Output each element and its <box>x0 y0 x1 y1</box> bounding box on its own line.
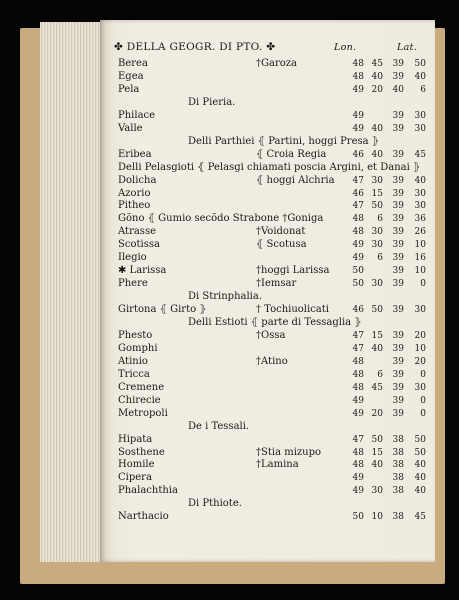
modern-name: ⦃ Croia Regia <box>256 148 327 160</box>
place-name: Scotissa <box>118 239 160 251</box>
longitude-value: 48 <box>352 59 364 69</box>
place-name: Hipata <box>118 433 153 445</box>
longitude-value: 50 <box>352 512 364 523</box>
latitude-value: 39 <box>392 343 404 354</box>
latitude-value: 16 <box>414 253 426 264</box>
longitude-value: 6 <box>377 253 383 264</box>
modern-name: †Ossa <box>256 329 286 341</box>
modern-name: † Tochiuolicati <box>256 304 329 316</box>
latitude-value: 40 <box>414 486 426 497</box>
latitude-value: 39 <box>392 408 404 419</box>
longitude-value: 15 <box>371 188 383 199</box>
latitude-value: 0 <box>420 369 426 380</box>
latitude-value: 40 <box>414 460 426 471</box>
table-row <box>0 471 459 485</box>
section-heading <box>0 420 459 434</box>
longitude-value: 49 <box>352 240 364 251</box>
latitude-value: 39 <box>392 59 404 69</box>
place-name: Phalachthia <box>118 485 178 497</box>
place-name: Phesto <box>118 329 153 341</box>
place-name: Metropoli <box>118 407 168 419</box>
place-name: Tricca <box>118 368 150 380</box>
table-row <box>0 83 459 97</box>
longitude-value: 48 <box>352 71 364 82</box>
latitude-value: 39 <box>392 149 404 160</box>
latitude-value: 39 <box>392 123 404 134</box>
latitude-value: 39 <box>392 227 404 238</box>
place-name: Eribea <box>118 148 152 160</box>
table-row <box>0 148 459 162</box>
latitude-value: 39 <box>392 382 404 393</box>
latitude-value: 39 <box>392 253 404 264</box>
place-name: Gomphi <box>118 342 158 354</box>
longitude-value: 15 <box>371 447 383 458</box>
place-name: Gõno ⦃ Gumio secõdo Strabone †Goniga <box>118 213 324 225</box>
table-row <box>0 355 459 369</box>
table-row <box>0 303 459 317</box>
longitude-value: 49 <box>352 395 364 406</box>
running-header <box>114 41 434 57</box>
table-row <box>0 458 459 472</box>
modern-name: †Iemsar <box>256 278 297 290</box>
place-name: Dolicha <box>118 174 157 186</box>
longitude-value: 48 <box>352 356 364 367</box>
table-row <box>0 264 459 278</box>
latitude-value: 38 <box>392 434 404 445</box>
place-name: Pitheo <box>118 200 151 212</box>
place-name: Azorio <box>118 187 151 199</box>
latitude-value: 39 <box>392 214 404 225</box>
latitude-value: 38 <box>392 447 404 458</box>
section-heading-text: Di Pieria. <box>188 96 236 108</box>
longitude-value: 48 <box>352 227 364 238</box>
longitude-value: 40 <box>371 460 383 471</box>
table-row <box>0 433 459 447</box>
place-name: Homile <box>118 459 155 471</box>
longitude-value: 20 <box>371 84 383 95</box>
place-name: Atrasse <box>118 226 156 238</box>
modern-name: ⦃ Scotusa <box>256 239 307 251</box>
latitude-value: 38 <box>392 460 404 471</box>
table-row <box>0 187 459 201</box>
latitude-value: 6 <box>420 84 426 95</box>
longitude-value: 48 <box>352 447 364 458</box>
longitude-value: 30 <box>371 279 383 290</box>
latitude-value: 10 <box>414 266 426 277</box>
place-name: Chirecie <box>118 394 161 406</box>
longitude-value: 48 <box>352 382 364 393</box>
table-row <box>0 161 459 175</box>
table-row <box>0 510 459 524</box>
latitude-value: 45 <box>414 149 426 160</box>
table-row <box>0 484 459 498</box>
longitude-value: 40 <box>371 149 383 160</box>
latitude-value: 40 <box>414 71 426 82</box>
latitude-value: 39 <box>392 71 404 82</box>
longitude-value: 40 <box>371 343 383 354</box>
longitude-value: 30 <box>371 175 383 186</box>
place-name: Ilegio <box>118 252 147 264</box>
longitude-value: 49 <box>352 408 364 419</box>
latitude-value: 0 <box>420 408 426 419</box>
table-row <box>0 277 459 291</box>
table-row <box>0 199 459 213</box>
section-heading <box>0 316 459 330</box>
longitude-value: 50 <box>371 201 383 212</box>
section-heading <box>0 96 459 110</box>
longitude-value: 45 <box>371 59 383 69</box>
place-name: Philace <box>118 109 156 121</box>
place-name: Delli Pelasgioti ⦃ Pelasgi chiamati poscia Argini, et Danai ⦄ <box>118 161 421 173</box>
latitude-value: 38 <box>392 486 404 497</box>
longitude-value: 30 <box>371 227 383 238</box>
latitude-value: 39 <box>392 330 404 341</box>
place-name: Narthacio <box>118 511 169 523</box>
header-title: ✤ DELLA GEOGR. DI PTO. ✤ <box>114 41 276 53</box>
modern-name: †Garoza <box>256 58 297 69</box>
table-row <box>0 446 459 460</box>
latitude-value: 39 <box>392 305 404 316</box>
latitude-value: 40 <box>414 473 426 484</box>
longitude-value: 50 <box>371 434 383 445</box>
longitude-value: 49 <box>352 110 364 121</box>
modern-name: †Lamina <box>256 459 299 471</box>
latitude-value: 36 <box>414 214 426 225</box>
modern-name: †hoggi Larissa <box>256 265 330 277</box>
section-heading-text: Delli Estioti ⦃ parte di Tessaglia ⦄ <box>188 317 362 328</box>
longitude-value: 15 <box>371 330 383 341</box>
modern-name: †Voidonat <box>256 226 306 238</box>
place-name: Egea <box>118 70 144 82</box>
latitude-value: 26 <box>414 227 426 238</box>
longitude-value: 49 <box>352 473 364 484</box>
table-row <box>0 212 459 226</box>
section-heading-text: De i Tessali. <box>188 420 250 432</box>
longitude-value: 50 <box>371 305 383 316</box>
section-heading <box>0 497 459 511</box>
modern-name: ⦃ hoggi Alchria <box>256 174 335 186</box>
place-name: Berea <box>118 58 148 69</box>
place-name: Atinio <box>118 355 148 367</box>
longitude-value: 49 <box>352 123 364 134</box>
table-row <box>0 407 459 421</box>
latitude-value: 10 <box>414 240 426 251</box>
place-name: Valle <box>118 122 143 134</box>
longitude-value: 48 <box>352 460 364 471</box>
longitude-value: 20 <box>371 408 383 419</box>
longitude-value: 47 <box>352 343 364 354</box>
table-row <box>0 57 459 71</box>
table-row <box>0 109 459 123</box>
place-name: Girtona ⦃ Girto ⦄ <box>118 304 207 316</box>
latitude-value: 30 <box>414 382 426 393</box>
latitude-value: 0 <box>420 395 426 406</box>
longitude-value: 10 <box>371 512 383 523</box>
latitude-value: 40 <box>392 84 404 95</box>
table-row <box>0 368 459 382</box>
latitude-value: 30 <box>414 305 426 316</box>
modern-name: †Atino <box>256 355 288 367</box>
modern-name: †Stia mizupo <box>256 446 322 458</box>
longitude-value: 49 <box>352 84 364 95</box>
longitude-value: 50 <box>352 279 364 290</box>
place-name: Sosthene <box>118 446 165 458</box>
header-lat: Lat. <box>397 42 418 53</box>
section-heading <box>0 290 459 304</box>
latitude-value: 38 <box>392 473 404 484</box>
table-row <box>0 342 459 356</box>
latitude-value: 40 <box>414 175 426 186</box>
latitude-value: 39 <box>392 201 404 212</box>
longitude-value: 6 <box>377 369 383 380</box>
longitude-value: 47 <box>352 330 364 341</box>
longitude-value: 30 <box>371 240 383 251</box>
latitude-value: 50 <box>414 434 426 445</box>
place-name: Pela <box>118 83 140 95</box>
latitude-value: 39 <box>392 395 404 406</box>
latitude-value: 39 <box>392 175 404 186</box>
latitude-value: 39 <box>392 188 404 199</box>
latitude-value: 50 <box>414 447 426 458</box>
section-heading <box>0 135 459 149</box>
section-heading-text: Di Strinphalia. <box>188 291 263 303</box>
place-name: ✱ Larissa <box>118 265 167 277</box>
table-row <box>0 381 459 395</box>
latitude-value: 0 <box>420 279 426 290</box>
longitude-value: 49 <box>352 253 364 264</box>
longitude-value: 45 <box>371 382 383 393</box>
table-row <box>0 251 459 265</box>
latitude-value: 50 <box>414 59 426 69</box>
section-heading-text: Delli Parthiei ⦃ Partini, hoggi Presa ⦄ <box>188 135 380 147</box>
longitude-value: 46 <box>352 305 364 316</box>
longitude-value: 49 <box>352 486 364 497</box>
latitude-value: 20 <box>414 356 426 367</box>
table-row <box>0 70 459 84</box>
latitude-value: 30 <box>414 110 426 121</box>
longitude-value: 40 <box>371 123 383 134</box>
place-name: Cremene <box>118 381 165 393</box>
longitude-value: 48 <box>352 369 364 380</box>
place-name: Phere <box>118 278 148 290</box>
latitude-value: 45 <box>414 512 426 523</box>
latitude-value: 39 <box>392 356 404 367</box>
latitude-value: 39 <box>392 279 404 290</box>
longitude-value: 50 <box>352 266 364 277</box>
table-row <box>0 394 459 408</box>
table-row <box>0 122 459 136</box>
longitude-value: 46 <box>352 149 364 160</box>
table-row <box>0 174 459 188</box>
latitude-value: 39 <box>392 369 404 380</box>
longitude-value: 6 <box>377 214 383 225</box>
header-lon: Lon. <box>334 42 357 53</box>
latitude-value: 20 <box>414 330 426 341</box>
latitude-value: 39 <box>392 110 404 121</box>
longitude-value: 47 <box>352 434 364 445</box>
longitude-value: 48 <box>352 214 364 225</box>
longitude-value: 47 <box>352 201 364 212</box>
latitude-value: 38 <box>392 512 404 523</box>
latitude-value: 30 <box>414 201 426 212</box>
longitude-value: 30 <box>371 486 383 497</box>
latitude-value: 39 <box>392 266 404 277</box>
section-heading-text: Di Pthiote. <box>188 498 242 510</box>
latitude-value: 10 <box>414 343 426 354</box>
latitude-value: 30 <box>414 123 426 134</box>
longitude-value: 40 <box>371 71 383 82</box>
latitude-value: 39 <box>392 240 404 251</box>
table-row <box>0 225 459 239</box>
latitude-value: 30 <box>414 188 426 199</box>
longitude-value: 46 <box>352 188 364 199</box>
place-name: Cipera <box>118 472 152 484</box>
table-row <box>0 238 459 252</box>
table-row <box>0 329 459 343</box>
longitude-value: 47 <box>352 175 364 186</box>
